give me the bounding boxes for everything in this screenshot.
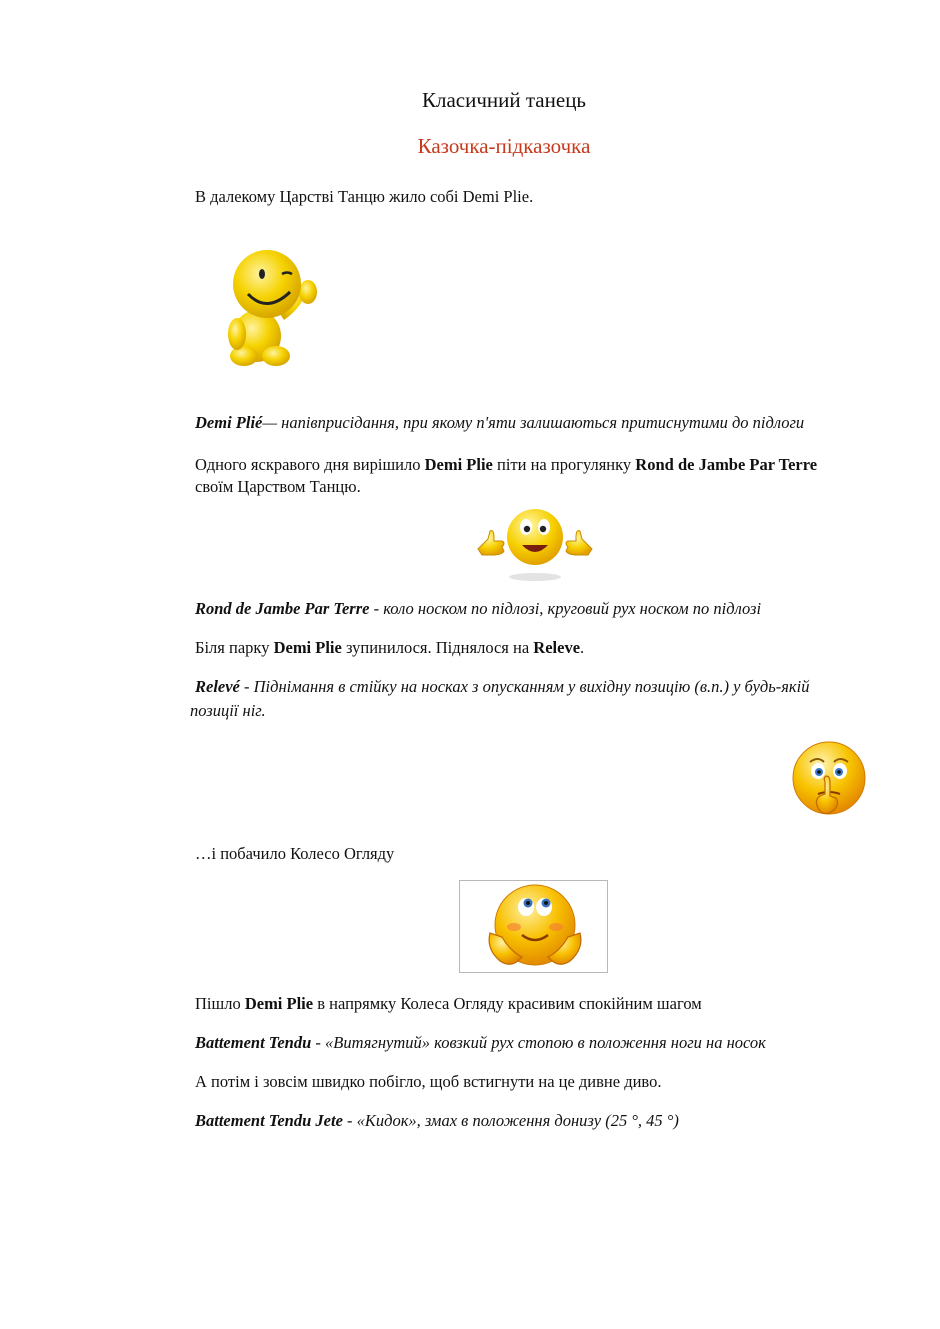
text-span: Пішло <box>195 994 245 1013</box>
text-span: в напрямку Колеса Огляду красивим спокійним шагом <box>313 994 702 1013</box>
definition-text: - Піднімання в стійку на носках з опусканням у вихідну позицію (в.п.) у будь-якій <box>239 677 810 696</box>
page-title: Класичний танець <box>421 88 587 112</box>
definition-releve-line2: позиції ніг. <box>190 701 266 720</box>
definition-releve <box>195 676 809 698</box>
thumbs-up-smiley-image <box>472 505 598 583</box>
term-battement-tendu-jete: Battement Tendu Jete <box>195 1111 343 1130</box>
term-demi-plie: Demi Plie <box>244 994 314 1013</box>
definition-text: - «Кидок», змах в положення донизу (25 °, 45 °) <box>342 1111 679 1130</box>
text-span: . <box>580 638 585 657</box>
text-span: піти на прогулянку <box>492 455 636 474</box>
intro-paragraph: В далекому Царстві Танцю жило собі Demi Plie. <box>195 187 534 206</box>
definition-text: - «Витягнутий» ковзкий рух стопою в положення ноги на носок <box>311 1033 766 1052</box>
walk-paragraph <box>195 454 817 476</box>
definition-demi-plie <box>195 412 804 434</box>
text-span: Біля парку <box>195 638 274 657</box>
shush-smiley-image <box>790 738 870 824</box>
text-span: Одного яскравого дня вирішило <box>195 455 425 474</box>
park-paragraph <box>195 637 584 659</box>
definition-rond-de-jambe <box>195 598 761 620</box>
went-paragraph <box>195 993 702 1015</box>
term-rond-de-jambe: Rond de Jambe Par Terre <box>195 599 370 618</box>
ran-paragraph: А потім і зовсім швидко побігло, щоб встигнути на це дивне диво. <box>195 1072 662 1091</box>
term-demi-plie: Demi Plie <box>424 455 493 474</box>
definition-text: - коло носком по підлозі, круговий рух носком по підлозі <box>369 599 762 618</box>
dreaming-smiley-frame <box>459 880 608 973</box>
text-span: зупинилося. Піднялося на <box>341 638 534 657</box>
definition-battement-tendu <box>195 1032 766 1054</box>
definition-text: — напівприсідання, при якому п'яти залишаються притиснутими до підлоги <box>262 413 805 432</box>
term-rond-de-jambe: Rond de Jambe Par Terre <box>635 455 818 474</box>
term-releve: Relevé <box>195 677 240 696</box>
dreaming-smiley-image <box>480 883 590 971</box>
term-demi-plie: Demi Plié <box>195 413 263 432</box>
page-subtitle: Казочка-підказочка <box>417 134 591 158</box>
walk-paragraph-line2: своїм Царством Танцю. <box>195 477 361 496</box>
term-battement-tendu: Battement Tendu <box>195 1033 312 1052</box>
definition-battement-tendu-jete <box>195 1110 679 1132</box>
term-releve: Releve <box>533 638 581 657</box>
term-demi-plie: Demi Plie <box>273 638 342 657</box>
waving-smiley-figure-image <box>222 244 322 372</box>
ferris-wheel-paragraph: …і побачило Колесо Огляду <box>195 844 395 863</box>
